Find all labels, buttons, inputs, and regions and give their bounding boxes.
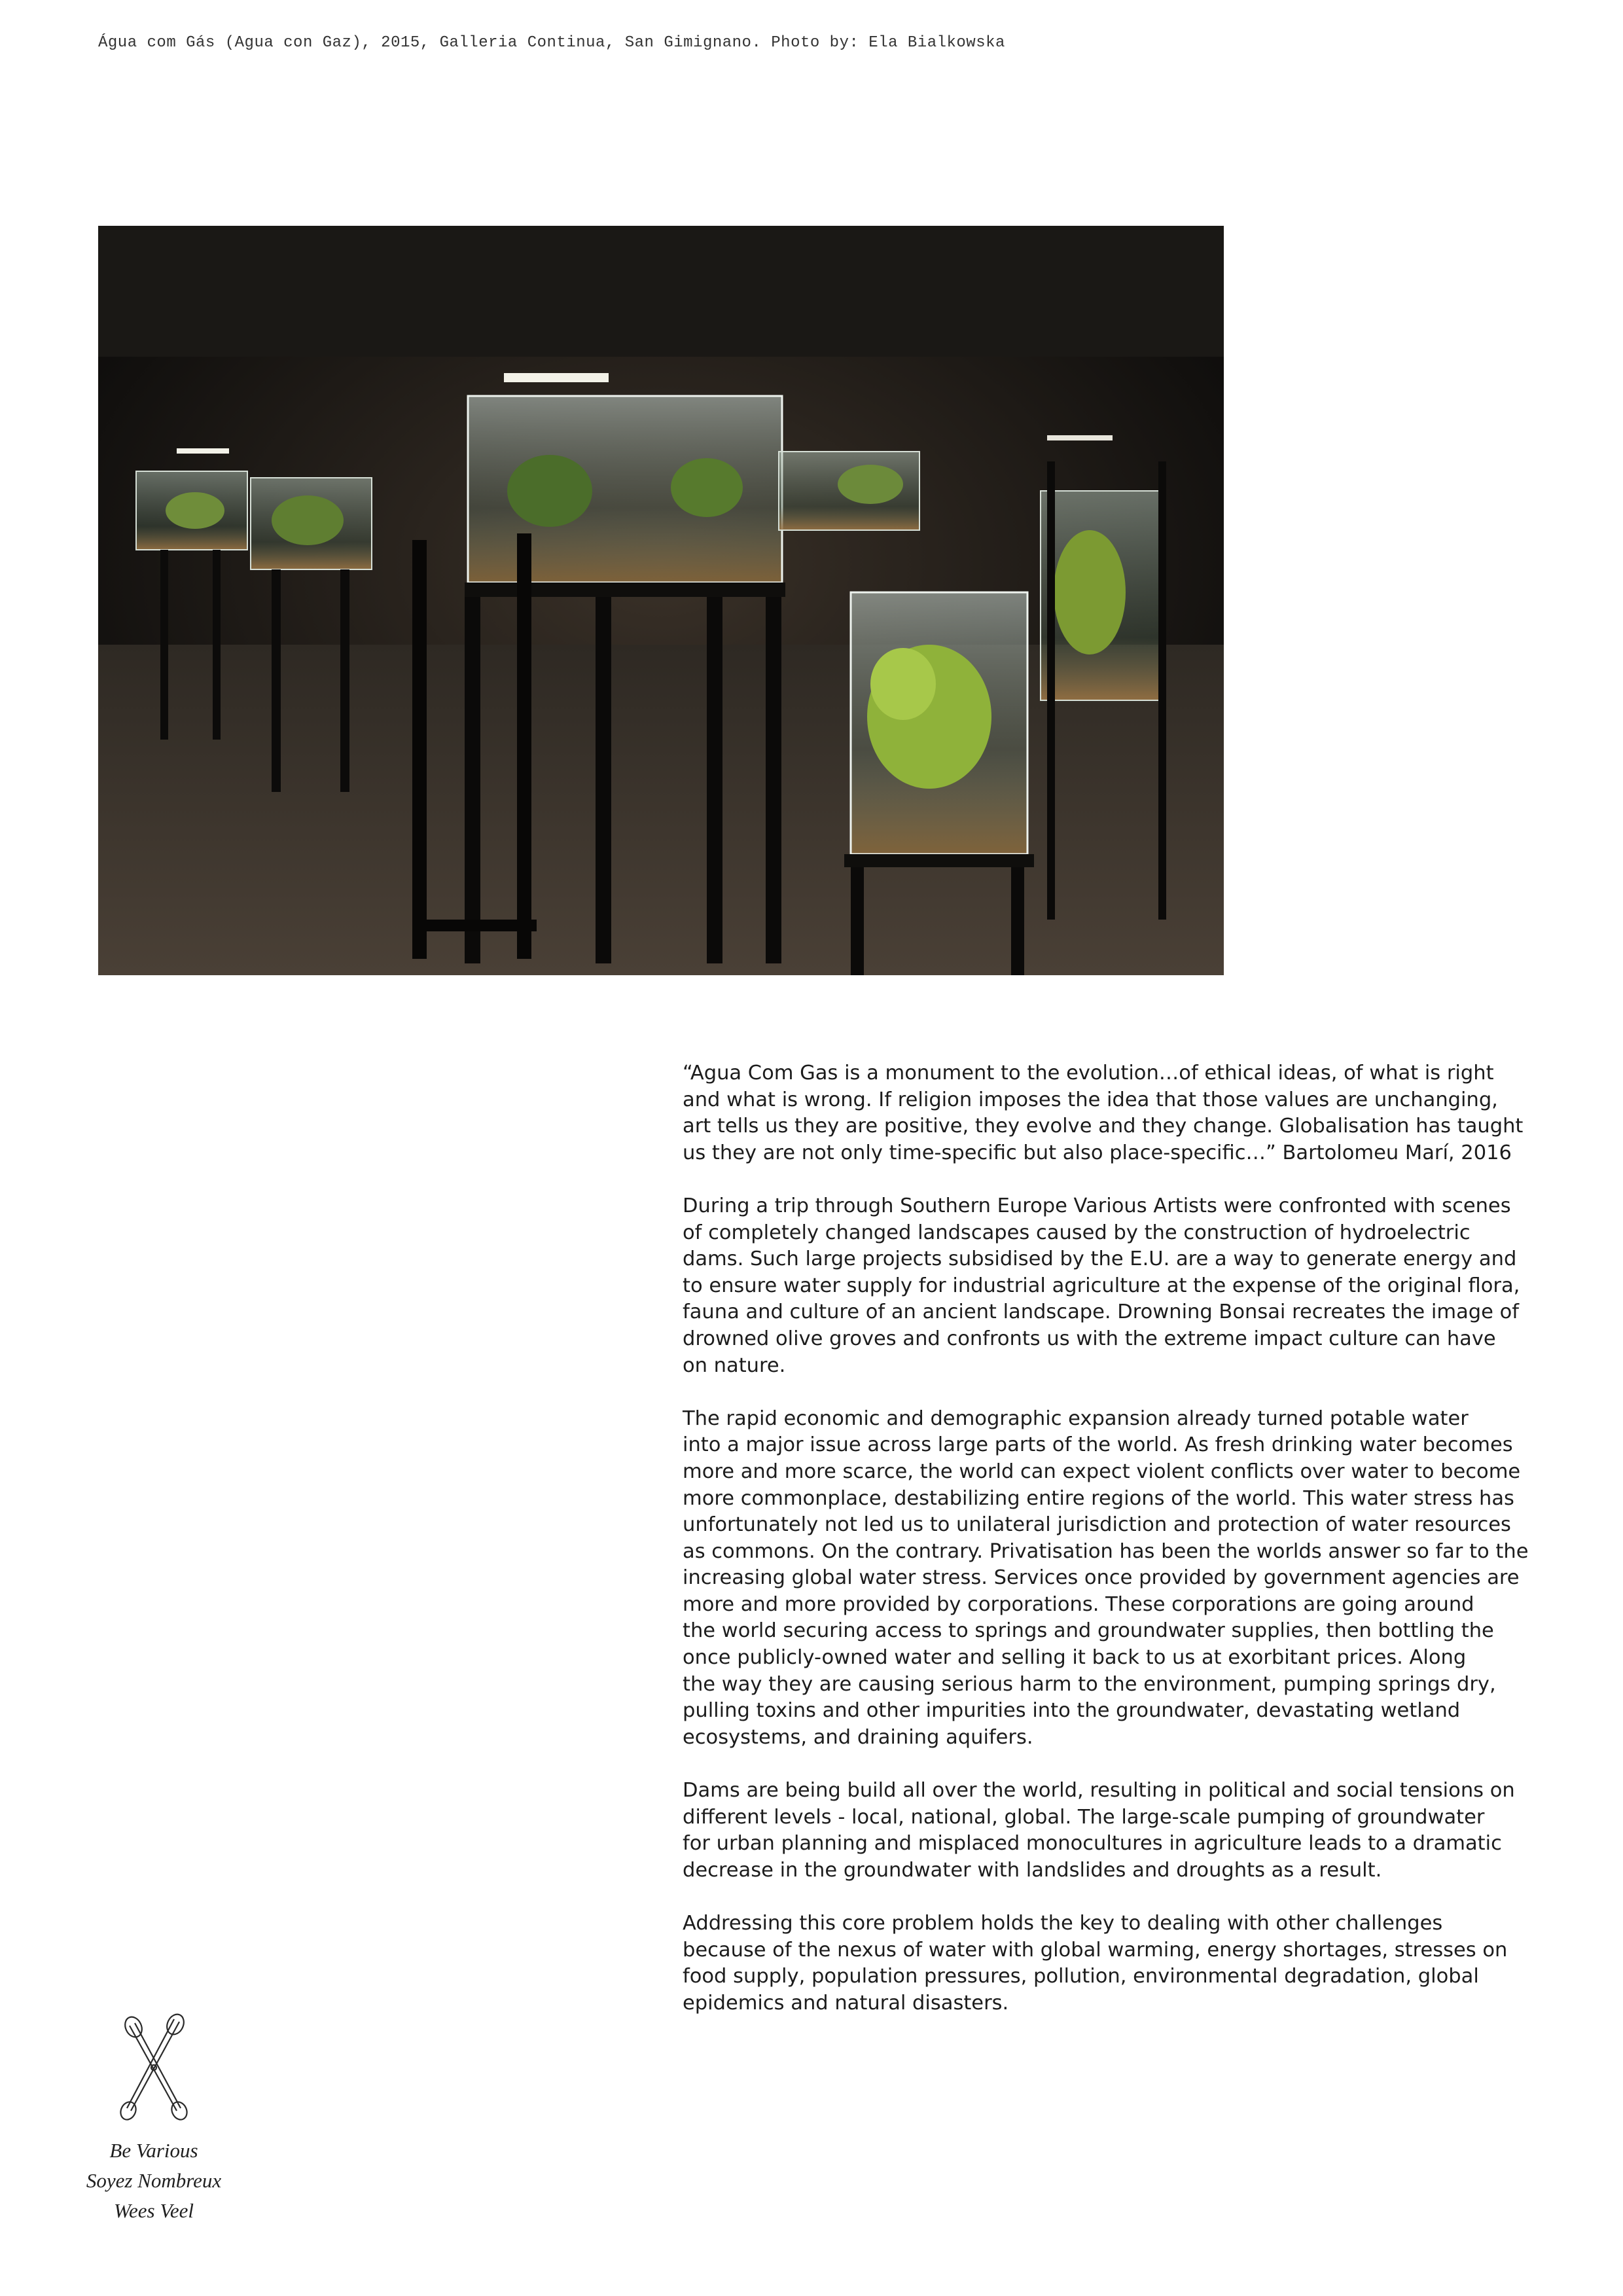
body-paragraph: During a trip through Southern Europe Various Artists were confronted with scenes of completely changed landscapes caused by the construction of hydroelectric dams. Such large projects subsidised by the E.U. are a way to generate energy and to ensure water supply for industrial agriculture at the expense of the original flora, fauna and culture of an ancient landscape. Drowning Bonsai recreates the image of drowned olive groves and confronts us with the extreme impact culture can have on nature. bbox=[683, 1194, 1520, 1377]
installation-photo bbox=[98, 226, 1224, 975]
crossed-scissors-logo-icon bbox=[111, 2013, 196, 2124]
brand-motto bbox=[72, 2136, 236, 2226]
motto-line: Soyez Nombreux bbox=[86, 2169, 222, 2192]
article-body bbox=[683, 1060, 1553, 2043]
quote-paragraph: “Agua Com Gas is a monument to the evolution…of ethical ideas, of what is right and what is wrong. If religion imposes the idea that those values are unchanging, art tells us they are positive, they evolve and they change. Globalisation has taught us they are not only time-specific but also place-specific…” Bartolomeu Marí, 2016 bbox=[683, 1062, 1524, 1164]
photo-caption: Água com Gás (Agua con Gaz), 2015, Galleria Continua, San Gimignano. Photo by: Ela Bialkowska bbox=[98, 34, 1005, 52]
body-paragraph: Addressing this core problem holds the key to dealing with other challenges because of the nexus of water with global warming, energy shortages, stresses on food supply, population pressures, pollution, environmental degradation, global epidemics and natural disasters. bbox=[683, 1912, 1508, 2015]
brand-logo-block bbox=[72, 2013, 236, 2226]
motto-line: Wees Veel bbox=[114, 2199, 194, 2222]
body-paragraph: The rapid economic and demographic expansion already turned potable water into a major issue across large parts of the world. As fresh drinking water becomes more and more scarce, the world can expect violent conflicts over water to become more commonplace, destabilizing entire regions of the world. This water stress has unfortunately not led us to unilateral jurisdiction and protection of water resources as commons. On the contrary. Privatisation has been the worlds answer so far to the increasing global water stress. Services once provided by government agencies are more and more provided by corporations. These corporations are going around the world securing access to springs and groundwater supplies, then bottling the once publicly-owned water and selling it back to us at exorbitant prices. Along the way they are causing serious harm to the environment, pumping springs dry, pulling toxins and other impurities into the groundwater, devastating wetland ecosystems, and draining aquifers. bbox=[683, 1407, 1529, 1749]
motto-line: Be Various bbox=[109, 2139, 198, 2162]
body-paragraph: Dams are being build all over the world, resulting in political and social tensions on different levels - local, national, global. The large-scale pumping of groundwater for urban planning and misplaced monocultures in agriculture leads to a dramatic decrease in the groundwater with landslides and droughts as a result. bbox=[683, 1779, 1515, 1882]
